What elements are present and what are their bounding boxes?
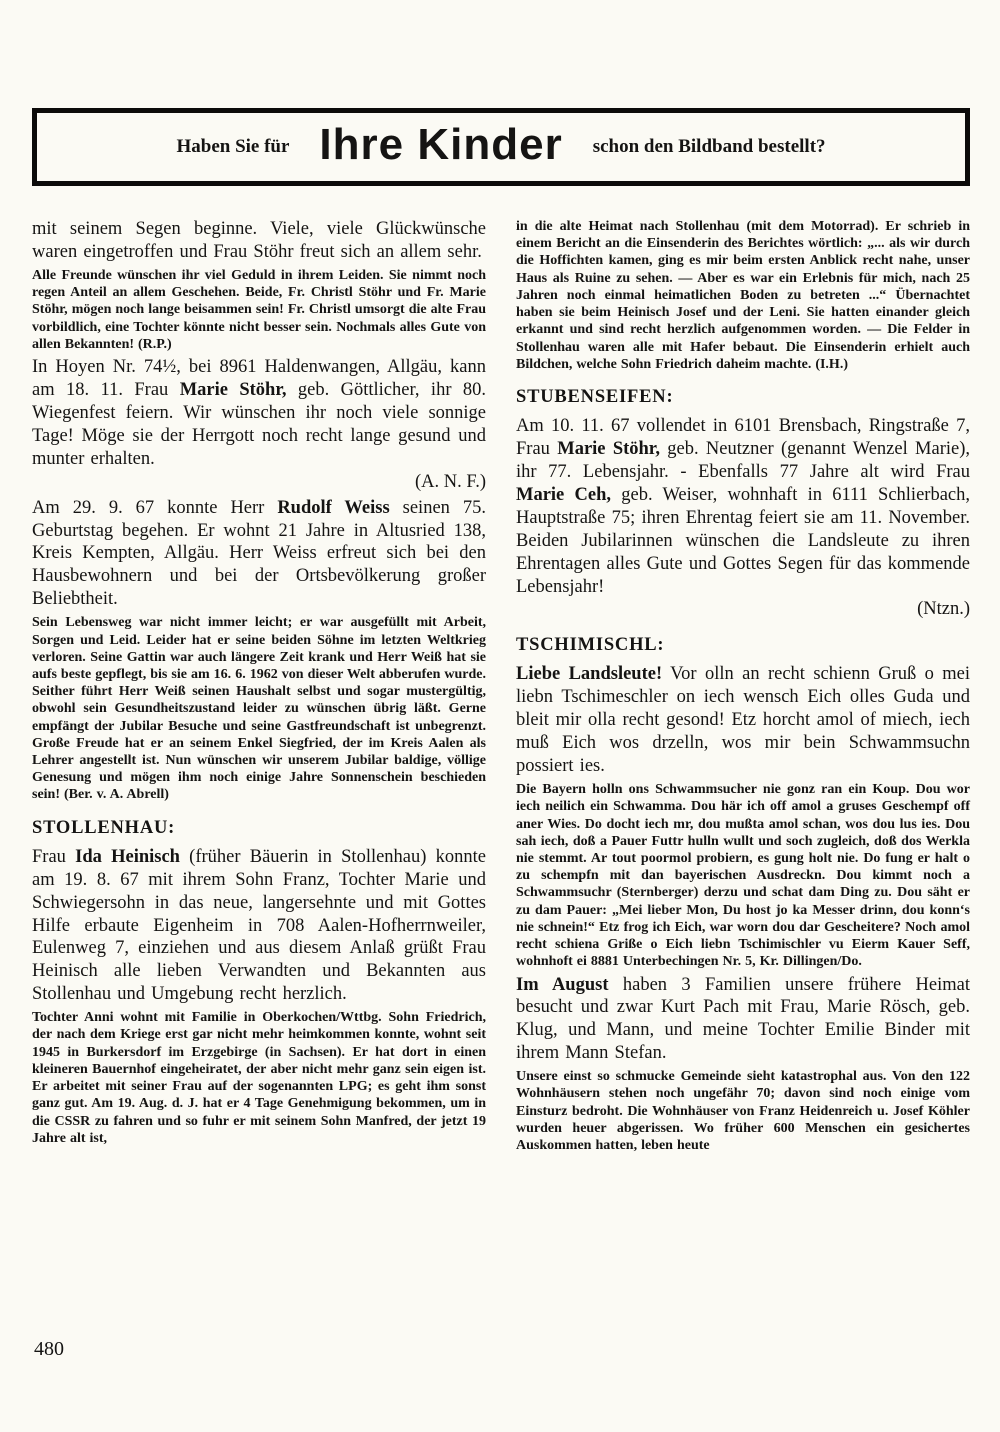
paragraph (32, 497, 486, 612)
bold-name-text: Kauer Seff, (897, 937, 970, 953)
text-run: Die Bayern holln ons Schwammsucher nie gonz ran ein Koup. Dou wor iech neilich ein Schwamma. Dou här ich off amol a gruses Geschempf off aner Wies. Do docht iech mr, dou mußta amol schan, wos dou lus ies. Dou sah iech, doß a Pauer Futtr hulln wullt und soch zugleich, doß dos Werkla nie stemmt. Ar tout poormol probiern, es gung holt nie. Do fung er halt o zu schempfn mit dan bayerischen Ausdreckn. Dou kimmt noch a Schwammsuchr (Sternberger) derzu und schat dam Ding zu. Dou säht er zu dam Pauer: „Mei lieber Mon, Du host jo ka Messer drinn, dou konn‘s nie schnein!“ Etz frog ich Eich, war worn dou dar Gescheitere? Noch amol recht schiena Griße o Eich liebn Tschimischler vu Eierm (516, 782, 970, 953)
paragraph (516, 1068, 970, 1154)
text-run: (Ntzn.) (917, 599, 970, 620)
text-run: Am 10. 11. 67 vollendet in 6101 Brensbach, Ringstraße 7, Frau (516, 415, 970, 459)
text-run: STUBENSEIFEN: (516, 386, 674, 407)
text-run: (früher Bäuerin in Stollenhau) konnte am 19. 8. 67 mit ihrem Sohn Franz, Tochter Marie und Schwiegersohn in das neue, langersehnte und mit Gottes Hilfe erbaute Eigenheim in 708 Aalen-Hofherrnweiler, Eulenweg 7, einziehen und aus diesem Anlaß grüßt Frau Heinisch alle lieben Verwandten und Bekannten aus Stollenhau und Umgebung recht herzlich. (32, 846, 486, 1005)
text-run: geb. Neutzner (genannt Wenzel Marie), ihr 77. Lebensjahr. - Ebenfalls 77 Jahre alt wird Frau (516, 438, 970, 482)
banner-post-text: schon den Bildband bestellt? (592, 136, 826, 157)
banner-title: Ihre Kinder (319, 120, 563, 169)
text-run: Unsere einst so schmucke Gemeinde sieht katastrophal aus. Von den 122 Wohnhäusern stehen noch ungefähr 70; davon sind noch einige vom Einsturz bedroht. Die Wohnhäuser von Franz Heidenreich u. Josef Köhler wurden heuer abgerissen. Wo früher 600 Menschen ein gesichertes Auskommen hatten, leben heute (516, 1069, 970, 1154)
paragraph (516, 218, 970, 373)
paragraph (32, 356, 486, 471)
paragraph (516, 415, 970, 599)
section-heading (32, 818, 486, 839)
section-heading (516, 387, 970, 408)
banner-pre-text: Haben Sie für (176, 136, 290, 157)
text-run: Sein Lebensweg war nicht immer leicht; er war ausgefüllt mit Arbeit, Sorgen und Leid. Leider hat er seine beiden Söhne im letzten Weltkrieg verloren. Seine Gattin war auch längere Zeit krank und Herr Weiß hat sie aufs beste gepflegt, bis sie am 16. 6. 1962 von dieser Welt abberufen wurde. Seither führt Herr Weiß seinen Haushalt selbst und sogar mustergültig, obwohl sein Gesundheitszustand leider zu wünschen übrig läßt. Gerne empfängt der Jubilar Besuche und seine Gastfreundschaft ist unbegrenzt. Große Freude hat er an seinem Enkel Siegfried, der im Kreis Aalen als Lehrer angestellt ist. Nun wünschen wir unserem Jubilar baldige, völlige Genesung und mögen ihm noch einige Jahre Sonnenschein beschieden sein! (Ber. v. A. Abrell) (32, 615, 486, 803)
article-columns (32, 218, 970, 1154)
text-run: Alle Freunde wünschen ihr viel Geduld in ihrem Leiden. Sie nimmt noch regen Anteil an allem Geschehen. Beide, Fr. Christl Stöhr und Fr. Marie Stöhr, mögen noch lange beisammen sein! Fr. Christl umsorgt die alte Frau vorbildlich, eine Tochter könnte nicht besser sein. Nochmals alles Gute von allen Bekannten! (R.P.) (32, 267, 486, 352)
text-run: mit seinem Segen beginne. Viele, viele Glückwünsche waren eingetroffen und Frau Stöhr freut sich an allem sehr. (32, 219, 486, 262)
paragraph (32, 1009, 486, 1147)
paragraph (516, 781, 970, 970)
left-column (32, 218, 486, 1147)
text-run: TSCHIMISCHL: (516, 635, 665, 656)
text-run: geb. Weiser, wohnhaft in 6111 Schlierbach, Hauptstraße 75; ihren Ehrentag feiert sie am 11. November. Beiden Jubilarinnen wünschen die Landsleute zu ihren Ehrentagen alles Gute und Gottes Segen für das kommende Lebensjahr! (516, 484, 970, 597)
text-run: (A. N. F.) (415, 471, 486, 492)
text-run: Tochter Anni wohnt mit Familie in Oberkochen/Wttbg. Sohn Friedrich, der nach dem Kriege erst gar nicht mehr heimkommen konnte, wohnt seit 1945 in Burkersdorf im Erzgebirge (in Sachsen). Er hat dort in einen kleineren Bauernhof eingeheiratet, der aber nicht mehr ganz sein eigen ist. Er arbeitet mit seiner Frau auf der sogenannten LPG; es geht ihm sonst ganz gut. Am 19. Aug. d. J. hat er 4 Tage Genehmigung bekommen, um in die CSSR zu fahren und so fuhr er mit seinem Sohn Manfred, der jetzt 19 Jahre alt ist, (32, 1010, 486, 1146)
paragraph (32, 846, 486, 1007)
section-heading (516, 635, 970, 656)
text-run: Vor olln an recht schienn Gruß o mei liebn Tschimeschler on iech wensch Eich olles Guda und bleit mir olla recht gesond! Etz horcht amol of miech, iech muß Eich wos drzelln, wos mir bein Schwammsuchn possiert ies. (516, 664, 970, 777)
bold-name-text: Marie Stöhr, (179, 379, 287, 400)
bold-name-text: Im August (516, 974, 609, 995)
text-run: seinen 75. Geburtstag begehen. Er wohnt 21 Jahre in Altusried 138, Kreis Kempten, Allgäu. Herr Weiss erfreut sich bei den Hausbewohnern und bei der Ortsbevölkerung großer Beliebtheit. (32, 497, 486, 610)
bold-name-text: Liebe Landsleute! (516, 664, 663, 685)
page-number: 480 (34, 1338, 64, 1360)
signature-initials (32, 471, 486, 494)
paragraph (516, 663, 970, 778)
text-run: geb. Göttlicher, ihr 80. Wiegenfest feiern. Wir wünschen ihr noch viele sonnige Tage! Möge sie der Herrgott noch recht lange gesund und munter erhalten. (32, 379, 487, 469)
bold-name-text: Ida Heinisch (75, 846, 180, 867)
paragraph (32, 218, 486, 264)
paragraph (32, 267, 486, 353)
bold-name-text: Rudolf Weiss (277, 497, 390, 518)
text-run: In Hoyen Nr. 74½, bei 8961 Haldenwangen, Allgäu, kann am 18. 11. Frau (32, 356, 486, 400)
text-run: Am 29. 9. 67 konnte Herr (32, 497, 278, 518)
text-run: Frau (32, 846, 76, 867)
paragraph (32, 614, 486, 803)
text-run: in die alte Heimat nach Stollenhau (mit dem Motorrad). Er schrieb in einem Bericht an die Einsenderin des Berichtes wörtlich: „... als wir durch die Hoffichten kamen, ging es mir beim ersten Anblick recht nahe, unser Haus als Ruine zu sehen. — Aber es war ein Erlebnis für mich, nach 25 Jahren noch einmal heimatlichen Boden zu betreten ...“ Übernachtet haben sie beim Heinisch Josef und der Leni. Sie hatten einander gleich erkannt und sind recht herzlich aufgenommen worden. — Die Felder in Stollenhau waren alle mit Hafer bebaut. Die Einsenderin erhielt auch Bildchen, welche Sohn Friedrich daheim machte. (I.H.) (516, 219, 970, 372)
bold-name-text: Marie Stöhr, (557, 438, 660, 459)
bildband-ad-banner (32, 108, 970, 186)
text-run: STOLLENHAU: (32, 817, 176, 838)
bold-name-text: Marie Ceh, (516, 484, 611, 505)
paragraph (516, 974, 970, 1066)
text-run: wohnhoft ei 8881 Unterbechingen Nr. 5, Kr. Dillingen/Do. (516, 954, 862, 970)
right-column (516, 218, 970, 1154)
signature-initials (516, 598, 970, 621)
text-run: haben 3 Familien unsere frühere Heimat besucht und zwar Kurt Pach mit Frau, Marie Rösch, geb. Klug, und Mann, und meine Tochter Emilie Binder mit ihrem Mann Stefan. (516, 974, 970, 1064)
